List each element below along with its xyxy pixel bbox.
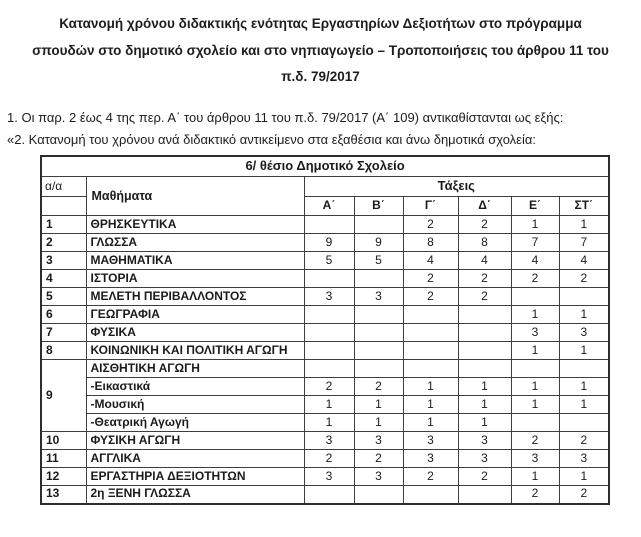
value-cell: 1 [403, 378, 458, 396]
class-label-c: Γ΄ [403, 197, 458, 216]
table-row [41, 324, 609, 342]
value-cell [559, 360, 609, 378]
class-label-a: Α΄ [304, 197, 354, 216]
value-cell: 1 [304, 396, 354, 414]
value-cell: 1 [559, 342, 609, 360]
value-cell: 5 [354, 252, 403, 270]
value-cell [354, 486, 403, 504]
value-cell [559, 288, 609, 306]
value-cell: 1 [403, 414, 458, 432]
value-cell: 2 [511, 270, 559, 288]
value-cell: 3 [304, 468, 354, 486]
col-header-num: α/α [41, 177, 86, 197]
title-line-2: σπουδών στο δημοτικό σχολείο και στο νηπιαγωγείο – Τροποποιήσεις του άρθρου 11 του [32, 42, 609, 58]
table-title-row [41, 156, 609, 177]
value-cell: 2 [354, 450, 403, 468]
row-number: 13 [41, 486, 86, 504]
value-cell [354, 306, 403, 324]
table-row [41, 432, 609, 450]
value-cell [304, 324, 354, 342]
table-row [41, 216, 609, 234]
value-cell [304, 306, 354, 324]
value-cell: 1 [559, 306, 609, 324]
table-subrow [41, 414, 609, 432]
value-cell: 3 [511, 450, 559, 468]
table-row [41, 450, 609, 468]
value-cell: 3 [559, 324, 609, 342]
value-cell: 2 [559, 486, 609, 504]
value-cell: 2 [403, 270, 458, 288]
table-row [41, 342, 609, 360]
table-row [41, 270, 609, 288]
value-cell [511, 288, 559, 306]
subject-cell: -Μουσική [86, 396, 304, 414]
row-number: 11 [41, 450, 86, 468]
class-label-d: Δ΄ [458, 197, 511, 216]
value-cell [511, 414, 559, 432]
value-cell [354, 342, 403, 360]
row-number: 2 [41, 234, 86, 252]
document-title [21, 11, 621, 91]
table-row [41, 234, 609, 252]
value-cell: 2 [403, 288, 458, 306]
value-cell: 3 [304, 288, 354, 306]
table-subrow [41, 378, 609, 396]
value-cell: 1 [458, 396, 511, 414]
value-cell: 4 [559, 252, 609, 270]
value-cell: 1 [511, 396, 559, 414]
table-row [41, 252, 609, 270]
value-cell: 3 [403, 432, 458, 450]
table-row [41, 486, 609, 504]
table-row [41, 360, 609, 378]
subject-cell: ΓΛΩΣΣΑ [86, 234, 304, 252]
subject-cell: ΑΙΣΘΗΤΙΚΗ ΑΓΩΓΗ [86, 360, 304, 378]
value-cell [304, 342, 354, 360]
value-cell: 2 [511, 432, 559, 450]
row-number: 8 [41, 342, 86, 360]
value-cell [458, 486, 511, 504]
value-cell: 3 [403, 450, 458, 468]
value-cell [403, 360, 458, 378]
class-label-b: Β΄ [354, 197, 403, 216]
value-cell: 3 [354, 288, 403, 306]
value-cell: 3 [559, 450, 609, 468]
value-cell: 2 [458, 216, 511, 234]
value-cell [304, 360, 354, 378]
row-number: 7 [41, 324, 86, 342]
value-cell [354, 360, 403, 378]
subject-cell: ΑΓΓΛΙΚΑ [86, 450, 304, 468]
value-cell: 9 [354, 234, 403, 252]
value-cell: 2 [458, 288, 511, 306]
paragraph-1: 1. Οι παρ. 2 έως 4 της περ. Α΄ του άρθρου 11 του π.δ. 79/2017 (Α΄ 109) αντικαθίστανται ως εξής: [7, 109, 564, 125]
class-label-e: Ε΄ [511, 197, 559, 216]
value-cell: 2 [458, 270, 511, 288]
row-number: 5 [41, 288, 86, 306]
subject-cell: ΦΥΣΙΚΗ ΑΓΩΓΗ [86, 432, 304, 450]
value-cell: 2 [403, 216, 458, 234]
value-cell: 1 [559, 468, 609, 486]
value-cell: 1 [511, 468, 559, 486]
value-cell: 1 [559, 216, 609, 234]
subject-cell: ΓΕΩΓΡΑΦΙΑ [86, 306, 304, 324]
value-cell: 9 [304, 234, 354, 252]
value-cell: 1 [511, 306, 559, 324]
value-cell: 2 [354, 378, 403, 396]
value-cell [403, 342, 458, 360]
value-cell [304, 270, 354, 288]
table-row [41, 306, 609, 324]
value-cell: 1 [458, 414, 511, 432]
subject-cell: ΜΑΘΗΜΑΤΙΚΑ [86, 252, 304, 270]
value-cell: 3 [511, 324, 559, 342]
subject-cell: ΜΕΛΕΤΗ ΠΕΡΙΒΑΛΛΟΝΤΟΣ [86, 288, 304, 306]
table-subrow [41, 396, 609, 414]
value-cell [354, 270, 403, 288]
value-cell: 3 [458, 450, 511, 468]
value-cell: 1 [559, 378, 609, 396]
value-cell: 7 [559, 234, 609, 252]
subject-cell: -Εικαστικά [86, 378, 304, 396]
col-header-subject: Μαθήματα [86, 177, 304, 216]
value-cell [304, 486, 354, 504]
row-number: 1 [41, 216, 86, 234]
row-number: 6 [41, 306, 86, 324]
value-cell: 1 [458, 378, 511, 396]
value-cell: 1 [354, 414, 403, 432]
subject-cell: 2η ΞΕΝΗ ΓΛΩΣΣΑ [86, 486, 304, 504]
table-header-row [41, 177, 609, 197]
table-row [41, 288, 609, 306]
value-cell [304, 216, 354, 234]
row-number: 3 [41, 252, 86, 270]
paragraph-2: «2. Κατανομή του χρόνου ανά διδακτικό αντικείμενο στα εξαθέσια και άνω δημοτικά σχολεία: [7, 131, 536, 147]
value-cell: 2 [403, 468, 458, 486]
value-cell: 4 [403, 252, 458, 270]
col-header-num-empty [41, 197, 86, 216]
value-cell [354, 324, 403, 342]
value-cell: 8 [458, 234, 511, 252]
value-cell: 1 [511, 342, 559, 360]
value-cell: 4 [511, 252, 559, 270]
value-cell [559, 414, 609, 432]
value-cell: 7 [511, 234, 559, 252]
value-cell: 2 [559, 432, 609, 450]
value-cell: 2 [304, 378, 354, 396]
subject-cell: ΦΥΣΙΚΑ [86, 324, 304, 342]
subject-cell: ΚΟΙΝΩΝΙΚΗ ΚΑΙ ΠΟΛΙΤΙΚΗ ΑΓΩΓΗ [86, 342, 304, 360]
subject-cell: ΙΣΤΟΡΙΑ [86, 270, 304, 288]
row-number: 10 [41, 432, 86, 450]
value-cell: 8 [403, 234, 458, 252]
value-cell [403, 486, 458, 504]
table-title: 6/ θέσιο Δημοτικό Σχολείο [41, 156, 609, 177]
value-cell: 3 [354, 468, 403, 486]
value-cell [458, 324, 511, 342]
subject-cell: -Θεατρική Αγωγή [86, 414, 304, 432]
value-cell: 1 [559, 396, 609, 414]
table-row [41, 468, 609, 486]
intro-paragraphs [7, 107, 641, 151]
value-cell: 3 [354, 432, 403, 450]
value-cell [511, 360, 559, 378]
title-line-1: Κατανομή χρόνου διδακτικής ενότητας Εργαστηρίων Δεξιοτήτων στο πρόγραμμα [59, 16, 582, 31]
document-page [0, 11, 641, 537]
class-label-st: ΣΤ΄ [559, 197, 609, 216]
value-cell [458, 342, 511, 360]
value-cell [403, 306, 458, 324]
value-cell: 4 [458, 252, 511, 270]
value-cell: 1 [354, 396, 403, 414]
value-cell [458, 360, 511, 378]
subject-cell: ΕΡΓΑΣΤΗΡΙΑ ΔΕΞΙΟΤΗΤΩΝ [86, 468, 304, 486]
value-cell: 1 [403, 396, 458, 414]
value-cell: 5 [304, 252, 354, 270]
value-cell: 1 [304, 414, 354, 432]
value-cell [458, 306, 511, 324]
row-number: 4 [41, 270, 86, 288]
row-number: 12 [41, 468, 86, 486]
col-header-classes: Τάξεις [304, 177, 609, 197]
subject-cell: ΘΡΗΣΚΕΥΤΙΚΑ [86, 216, 304, 234]
title-line-3: π.δ. 79/2017 [281, 69, 360, 84]
value-cell: 1 [511, 216, 559, 234]
value-cell: 3 [304, 432, 354, 450]
subject-hours-table [40, 155, 610, 505]
row-number: 9 [41, 360, 86, 432]
value-cell: 2 [304, 450, 354, 468]
value-cell [403, 324, 458, 342]
value-cell: 2 [511, 486, 559, 504]
value-cell: 1 [511, 378, 559, 396]
value-cell: 2 [559, 270, 609, 288]
value-cell: 3 [458, 432, 511, 450]
value-cell: 2 [458, 468, 511, 486]
value-cell [354, 216, 403, 234]
